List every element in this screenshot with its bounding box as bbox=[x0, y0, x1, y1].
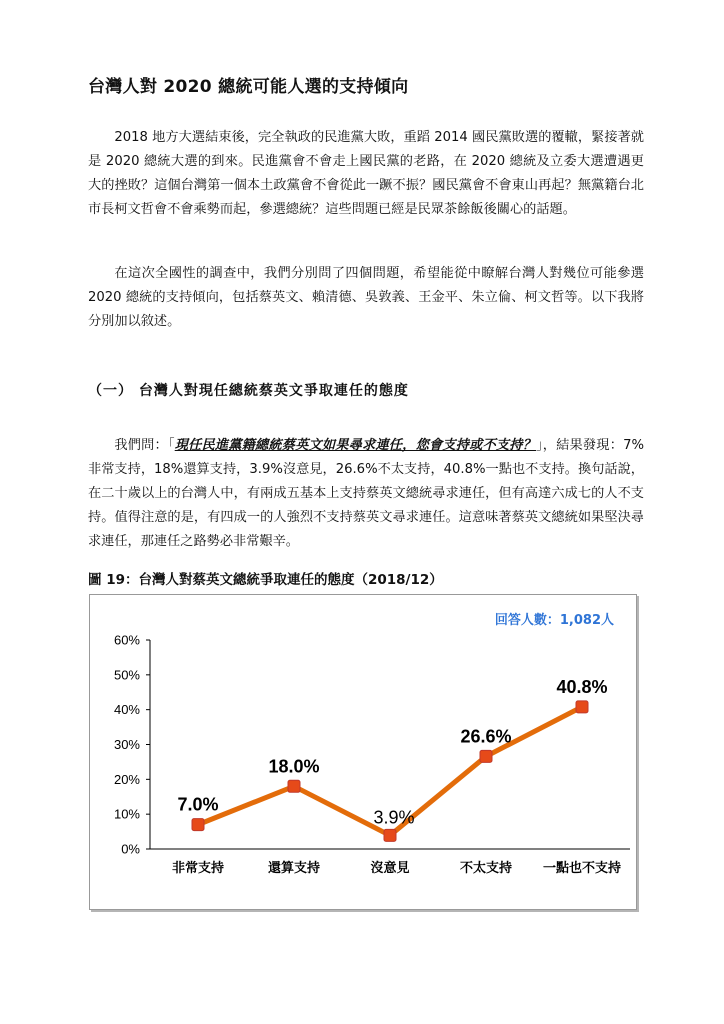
result-text: 」，結果發現：7%非常支持，18%還算支持，3.9%沒意見，26.6%不太支持，40.8%一點也不支持。換句話說，在二十歲以上的台灣人中，有兩成五基本上支持蔡英文總統尋求連任，但有高達六成七的人不支持。值得注意的是，有四成一的人強烈不支持蔡英文尋求連任。這意味著蔡英文總統如果堅決尋求連任，那連任之路勢必非常艱辛。 bbox=[88, 438, 644, 549]
x-category-label: 還算支持 bbox=[267, 861, 321, 876]
data-point bbox=[384, 829, 396, 841]
chart-container bbox=[89, 594, 637, 910]
y-tick-label: 60% bbox=[113, 632, 140, 648]
data-point bbox=[576, 701, 588, 713]
data-label: 26.6% bbox=[460, 726, 512, 747]
data-label: 18.0% bbox=[268, 756, 320, 777]
y-tick-label: 30% bbox=[113, 737, 140, 752]
data-point bbox=[192, 819, 204, 831]
data-point bbox=[288, 780, 300, 792]
y-tick-label: 40% bbox=[113, 702, 140, 718]
x-category-label: 不太支持 bbox=[459, 861, 513, 876]
x-category-label: 非常支持 bbox=[171, 861, 225, 876]
intro-paragraph: 2018 地方大選結束後，完全執政的民進黨大敗，重蹈 2014 國民黨敗選的覆轍，緊接著就是 2020 總統大選的到來。民進黨會不會走上國民黨的老路，在 2020 總統及立委大選遭遇更大的挫敗？這個台灣第一個本土政黨會不會從此一蹶不振？國民黨會不會東山再起？無黨籍台北市長柯文哲會不會乘勢而起，參選總統？這些問題已經是民眾茶餘飯後關心的話題。 bbox=[88, 130, 644, 217]
survey-question: 現任民進黨籍總統蔡英文如果尋求連任，您會支持或不支持？ bbox=[174, 438, 536, 453]
section-heading: （一） 台灣人對現任總統蔡英文爭取連任的態度 bbox=[88, 383, 409, 399]
line-chart bbox=[90, 595, 636, 909]
x-category-label: 一點也不支持 bbox=[542, 861, 622, 876]
x-category-label: 沒意見 bbox=[370, 861, 410, 876]
y-tick-label: 10% bbox=[113, 806, 140, 822]
y-tick-label: 0% bbox=[121, 841, 140, 857]
figure-caption: 圖 19：台灣人對蔡英文總統爭取連任的態度（2018/12） bbox=[88, 572, 443, 588]
y-tick-label: 50% bbox=[113, 667, 140, 683]
respondent-count-annotation: 回答人數：1,082人 bbox=[494, 613, 614, 628]
page-title: 台灣人對 2020 總統可能人選的支持傾向 bbox=[88, 77, 409, 97]
data-label: 7.0% bbox=[177, 794, 219, 815]
result-paragraph bbox=[88, 434, 644, 554]
data-label: 40.8% bbox=[556, 676, 608, 697]
question-prefix: 我們問：「 bbox=[114, 438, 175, 453]
data-label: 3.9% bbox=[373, 807, 415, 828]
y-tick-label: 20% bbox=[113, 771, 140, 787]
survey-paragraph: 在這次全國性的調查中，我們分別問了四個問題，希望能從中瞭解台灣人對幾位可能參選 2020 總統的支持傾向，包括蔡英文、賴清德、吳敦義、王金平、朱立倫、柯文哲等。以下我將分別加以敘述。 bbox=[88, 266, 644, 329]
data-point bbox=[480, 750, 492, 762]
